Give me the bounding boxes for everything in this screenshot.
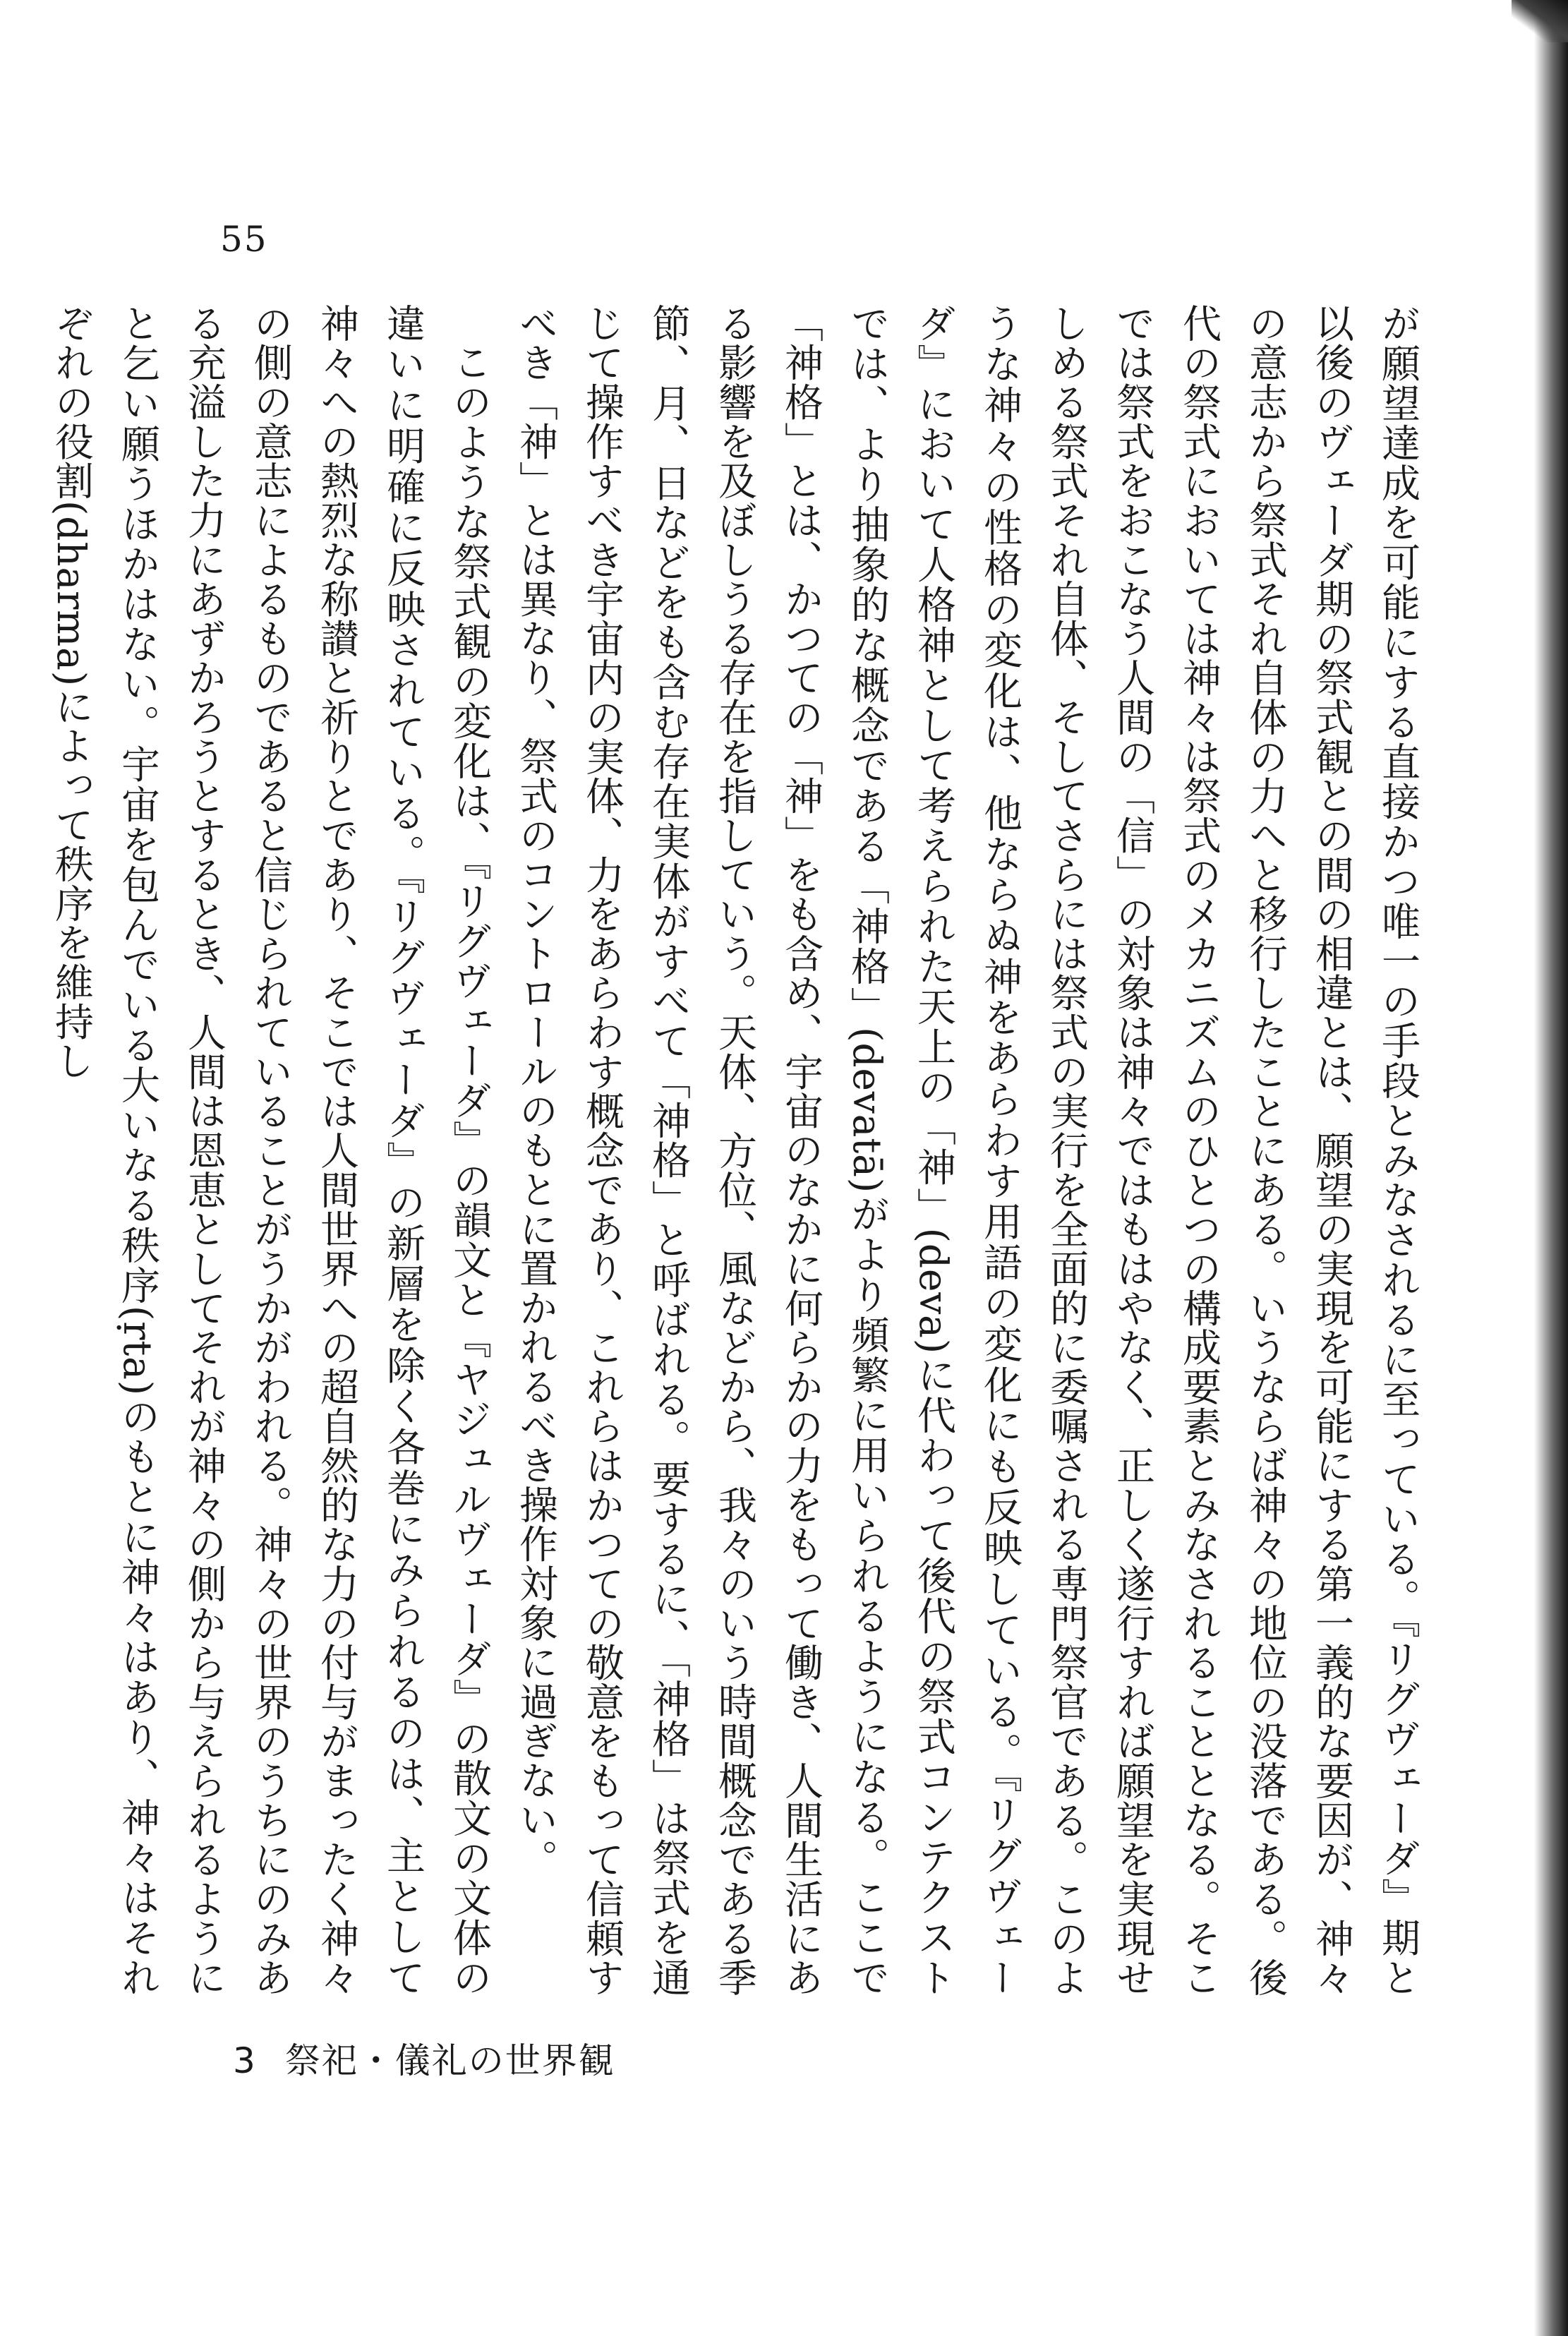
scan-corner-mark — [1512, 0, 1568, 42]
paragraph-1: が願望達成を可能にする直接かつ唯一の手段とみなされるに至っている。『リグヴェーダ』期と以後のヴェーダ期の祭式観との間の相違とは、願望の実現を可能にする第一義的な要因が、神々の意志から祭式それ自体の力へと移行したことにある。いうならば神々の地位の没落である。後代の祭式においては神々は祭式のメカニズムのひとつの構成要素とみなされることとなる。そこでは祭式をおこなう人間の「信」の対象は神々ではもはやなく、正しく遂行すれば願望を実現せしめる祭式それ自体、そしてさらには祭式の実行を全面的に委嘱される専門祭官である。このような神々の性格の変化は、他ならぬ神をあらわす用語の変化にも反映している。『リグヴェーダ』において人格神として考えられた天上の「神」(deva)に代わって後代の祭式コンテクストでは、より抽象的な概念である「神格」(devatā)がより頻繁に用いられるようになる。ここで「神格」とは、かつての「神」をも含め、宇宙のなかに何らかの力をもって働き、人間生活にある影響を及ぼしうる存在を指していう。天体、方位、風などから、我々のいう時間概念である季節、月、日などをも含む存在実体がすべて「神格」と呼ばれる。要するに、「神格」は祭式を通じて操作すべき宇宙内の実体、力をあらわす概念であり、これらはかつての敬意をもって信頼すべき「神」とは異なり、祭式のコントロールのもとに置かれるべき操作対象に過ぎない。 — [513, 303, 1421, 1997]
chapter-number: 3 — [233, 2040, 257, 2081]
page-edge-shadow — [1534, 0, 1568, 2336]
running-footer — [233, 2033, 615, 2083]
paragraph-2: このような祭式観の変化は、『リグヴェーダ』の韻文と『ヤジュルヴェーダ』の散文の文体の違いに明確に反映されている。『リグヴェーダ』の新層を除く各巻にみられるのは、主として神々への熱烈な称讃と祈りとであり、そこでは人間世界への超自然的な力の付与がまったく神々の側の意志によるものであると信じられていることがうかがわれる。神々の世界のうちにのみある充溢した力にあずかろうとするとき、人間は恩恵としてそれが神々の側から与えられるようにと乞い願うほかはない。宇宙を包んでいる大いなる秩序(ṛta)のもとに神々はあり、神々はそれぞれの役割(dharma)によって秩序を維持し — [49, 303, 492, 1997]
body-text — [49, 303, 1431, 1997]
page-number: 55 — [220, 219, 268, 260]
chapter-title: 祭祀・儀礼の世界観 — [284, 2040, 615, 2081]
